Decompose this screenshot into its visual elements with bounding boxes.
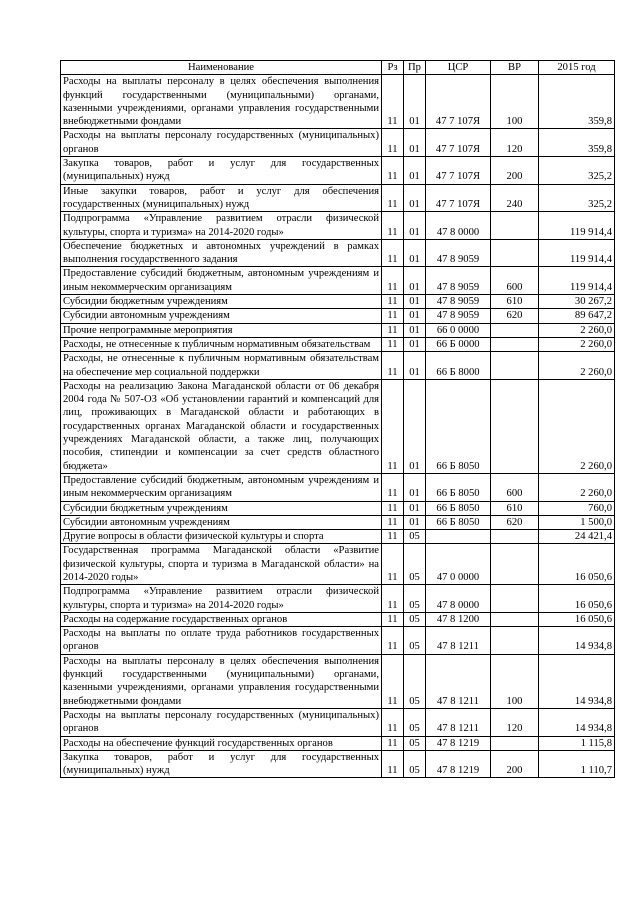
row-name: Государственная программа Магаданской области «Развитие физической культуры, спорта и туризма в Магаданской области» на 2014-2020 годы» [61, 544, 382, 585]
header-name: Наименование [61, 61, 382, 75]
table-row [61, 267, 615, 295]
row-pr: 05 [404, 750, 426, 778]
table-row [61, 515, 615, 529]
row-amount: 14 934,8 [539, 708, 615, 736]
row-vr [491, 612, 539, 626]
row-name: Расходы, не отнесенные к публичным нормативным обязательствам [61, 337, 382, 351]
row-pr: 01 [404, 75, 426, 129]
row-vr: 620 [491, 515, 539, 529]
row-pr: 05 [404, 708, 426, 736]
row-pr: 01 [404, 309, 426, 323]
row-amount: 119 914,4 [539, 212, 615, 240]
table-row [61, 627, 615, 655]
row-rz: 11 [382, 530, 404, 544]
table-row [61, 750, 615, 778]
row-csr: 66 0 0000 [426, 323, 491, 337]
row-amount: 30 267,2 [539, 295, 615, 309]
row-rz: 11 [382, 654, 404, 708]
table-row [61, 352, 615, 380]
table-row [61, 239, 615, 267]
row-pr: 05 [404, 612, 426, 626]
row-vr: 100 [491, 75, 539, 129]
row-amount: 119 914,4 [539, 267, 615, 295]
row-name: Расходы на выплаты персоналу в целях обеспечения выполнения функций государственными (муниципальными) органами, казенными учреждениями, органами управления государственными внебюджетными фондами [61, 75, 382, 129]
row-vr: 620 [491, 309, 539, 323]
table-row [61, 323, 615, 337]
table-row [61, 708, 615, 736]
row-amount: 359,8 [539, 129, 615, 157]
row-vr: 200 [491, 750, 539, 778]
row-rz: 11 [382, 627, 404, 655]
table-row [61, 129, 615, 157]
row-name: Предоставление субсидий бюджетным, автономным учреждениям и иным некоммерческим организациям [61, 473, 382, 501]
row-csr: 47 8 1200 [426, 612, 491, 626]
table-row [61, 379, 615, 473]
table-header-row [61, 61, 615, 75]
row-amount: 14 934,8 [539, 654, 615, 708]
row-rz: 11 [382, 585, 404, 613]
row-vr [491, 239, 539, 267]
row-pr: 05 [404, 530, 426, 544]
row-rz: 11 [382, 352, 404, 380]
table-row [61, 501, 615, 515]
row-pr: 05 [404, 544, 426, 585]
row-vr [491, 323, 539, 337]
row-rz: 11 [382, 75, 404, 129]
row-rz: 11 [382, 184, 404, 212]
row-csr: 47 8 1219 [426, 750, 491, 778]
row-pr: 05 [404, 736, 426, 750]
row-name: Расходы на реализацию Закона Магаданской области от 06 декабря 2004 года № 507-ОЗ «Об установлении гарантий и компенсаций для лиц, проживающих в Магаданской области и работающих в государственных органах Магаданской области и государственных учреждениях Магаданской области, а также лиц, получающих пособия, стипендии и компенсации за счет средств областного бюджета» [61, 379, 382, 473]
row-pr: 01 [404, 473, 426, 501]
row-name: Подпрограмма «Управление развитием отрасли физической культуры, спорта и туризма» на 2014-2020 годы» [61, 212, 382, 240]
row-rz: 11 [382, 501, 404, 515]
row-pr: 01 [404, 352, 426, 380]
row-name: Закупка товаров, работ и услуг для государственных (муниципальных) нужд [61, 750, 382, 778]
table-row [61, 212, 615, 240]
table-row [61, 585, 615, 613]
row-pr: 01 [404, 295, 426, 309]
header-csr: ЦСР [426, 61, 491, 75]
row-amount: 16 050,6 [539, 544, 615, 585]
row-rz: 11 [382, 337, 404, 351]
row-csr: 47 8 9059 [426, 309, 491, 323]
row-name: Субсидии бюджетным учреждениям [61, 295, 382, 309]
row-pr: 01 [404, 379, 426, 473]
row-name: Расходы на обеспечение функций государственных органов [61, 736, 382, 750]
row-csr: 66 Б 8050 [426, 379, 491, 473]
table-row [61, 736, 615, 750]
row-pr: 01 [404, 239, 426, 267]
row-vr: 600 [491, 473, 539, 501]
row-amount: 359,8 [539, 75, 615, 129]
table-row [61, 337, 615, 351]
row-name: Расходы на содержание государственных органов [61, 612, 382, 626]
row-vr: 610 [491, 501, 539, 515]
row-amount: 1 110,7 [539, 750, 615, 778]
row-vr [491, 585, 539, 613]
row-rz: 11 [382, 323, 404, 337]
row-rz: 11 [382, 515, 404, 529]
row-vr [491, 337, 539, 351]
row-pr: 05 [404, 585, 426, 613]
table-row [61, 184, 615, 212]
row-vr: 600 [491, 267, 539, 295]
row-pr: 01 [404, 157, 426, 185]
row-csr: 47 8 1211 [426, 708, 491, 736]
row-rz: 11 [382, 473, 404, 501]
row-vr: 120 [491, 129, 539, 157]
row-vr: 610 [491, 295, 539, 309]
row-name: Субсидии автономным учреждениям [61, 309, 382, 323]
row-pr: 01 [404, 212, 426, 240]
row-name: Субсидии автономным учреждениям [61, 515, 382, 529]
table-row [61, 612, 615, 626]
row-name: Субсидии бюджетным учреждениям [61, 501, 382, 515]
table-row [61, 157, 615, 185]
row-csr: 47 7 107Я [426, 129, 491, 157]
row-csr: 47 8 9059 [426, 267, 491, 295]
row-vr: 120 [491, 708, 539, 736]
row-csr: 47 8 0000 [426, 212, 491, 240]
row-rz: 11 [382, 750, 404, 778]
table-body [61, 75, 615, 778]
row-pr: 01 [404, 323, 426, 337]
row-amount: 1 500,0 [539, 515, 615, 529]
row-vr: 240 [491, 184, 539, 212]
row-csr: 47 7 107Я [426, 75, 491, 129]
row-csr: 47 8 0000 [426, 585, 491, 613]
row-rz: 11 [382, 295, 404, 309]
row-rz: 11 [382, 708, 404, 736]
row-csr: 66 Б 8050 [426, 501, 491, 515]
table-row [61, 544, 615, 585]
row-amount: 24 421,4 [539, 530, 615, 544]
table-row [61, 473, 615, 501]
row-amount: 14 934,8 [539, 627, 615, 655]
row-amount: 16 050,6 [539, 585, 615, 613]
row-csr: 47 8 1211 [426, 654, 491, 708]
row-vr [491, 212, 539, 240]
row-pr: 05 [404, 654, 426, 708]
row-name: Прочие непрограммные мероприятия [61, 323, 382, 337]
row-vr [491, 627, 539, 655]
row-vr: 100 [491, 654, 539, 708]
row-csr: 47 8 9059 [426, 295, 491, 309]
row-name: Другие вопросы в области физической культуры и спорта [61, 530, 382, 544]
row-name: Предоставление субсидий бюджетным, автономным учреждениям и иным некоммерческим организациям [61, 267, 382, 295]
row-rz: 11 [382, 157, 404, 185]
row-amount: 2 260,0 [539, 379, 615, 473]
row-pr: 01 [404, 184, 426, 212]
row-name: Расходы, не отнесенные к публичным нормативным обязательствам на обеспечение мер социальной поддержки [61, 352, 382, 380]
row-vr [491, 379, 539, 473]
row-rz: 11 [382, 239, 404, 267]
row-pr: 01 [404, 337, 426, 351]
row-csr [426, 530, 491, 544]
row-amount: 2 260,0 [539, 323, 615, 337]
row-pr: 01 [404, 129, 426, 157]
row-csr: 47 7 107Я [426, 157, 491, 185]
row-csr: 66 Б 8050 [426, 473, 491, 501]
row-amount: 1 115,8 [539, 736, 615, 750]
row-rz: 11 [382, 309, 404, 323]
row-name: Расходы на выплаты персоналу государственных (муниципальных) органов [61, 708, 382, 736]
row-pr: 01 [404, 267, 426, 295]
row-name: Подпрограмма «Управление развитием отрасли физической культуры, спорта и туризма» на 2014-2020 годы» [61, 585, 382, 613]
row-vr: 200 [491, 157, 539, 185]
table-row [61, 309, 615, 323]
row-csr: 66 Б 8050 [426, 515, 491, 529]
header-year: 2015 год [539, 61, 615, 75]
row-vr [491, 530, 539, 544]
row-rz: 11 [382, 129, 404, 157]
row-name: Расходы на выплаты по оплате труда работников государственных органов [61, 627, 382, 655]
row-csr: 47 8 9059 [426, 239, 491, 267]
row-amount: 2 260,0 [539, 337, 615, 351]
row-rz: 11 [382, 612, 404, 626]
row-csr: 47 0 0000 [426, 544, 491, 585]
row-rz: 11 [382, 212, 404, 240]
row-amount: 325,2 [539, 157, 615, 185]
row-amount: 89 647,2 [539, 309, 615, 323]
row-rz: 11 [382, 379, 404, 473]
row-amount: 119 914,4 [539, 239, 615, 267]
row-vr [491, 544, 539, 585]
row-csr: 47 8 1219 [426, 736, 491, 750]
budget-table [60, 60, 615, 778]
row-amount: 16 050,6 [539, 612, 615, 626]
row-name: Иные закупки товаров, работ и услуг для обеспечения государственных (муниципальных) нужд [61, 184, 382, 212]
row-csr: 47 7 107Я [426, 184, 491, 212]
row-vr [491, 736, 539, 750]
row-csr: 47 8 1211 [426, 627, 491, 655]
row-amount: 325,2 [539, 184, 615, 212]
row-rz: 11 [382, 267, 404, 295]
table-row [61, 295, 615, 309]
row-pr: 01 [404, 501, 426, 515]
row-pr: 01 [404, 515, 426, 529]
row-name: Расходы на выплаты персоналу государственных (муниципальных) органов [61, 129, 382, 157]
table-row [61, 530, 615, 544]
budget-document [60, 60, 614, 778]
row-csr: 66 Б 0000 [426, 337, 491, 351]
header-rz: Рз [382, 61, 404, 75]
row-amount: 2 260,0 [539, 352, 615, 380]
row-rz: 11 [382, 544, 404, 585]
row-pr: 05 [404, 627, 426, 655]
row-name: Закупка товаров, работ и услуг для государственных (муниципальных) нужд [61, 157, 382, 185]
row-csr: 66 Б 8000 [426, 352, 491, 380]
row-rz: 11 [382, 736, 404, 750]
row-amount: 2 260,0 [539, 473, 615, 501]
row-name: Расходы на выплаты персоналу в целях обеспечения выполнения функций государственными (муниципальными) органами, казенными учреждениями, органами управления государственными внебюджетными фондами [61, 654, 382, 708]
row-vr [491, 352, 539, 380]
table-row [61, 654, 615, 708]
row-amount: 760,0 [539, 501, 615, 515]
header-pr: Пр [404, 61, 426, 75]
row-name: Обеспечение бюджетных и автономных учреждений в рамках выполнения государственного задания [61, 239, 382, 267]
table-row [61, 75, 615, 129]
header-vr: ВР [491, 61, 539, 75]
